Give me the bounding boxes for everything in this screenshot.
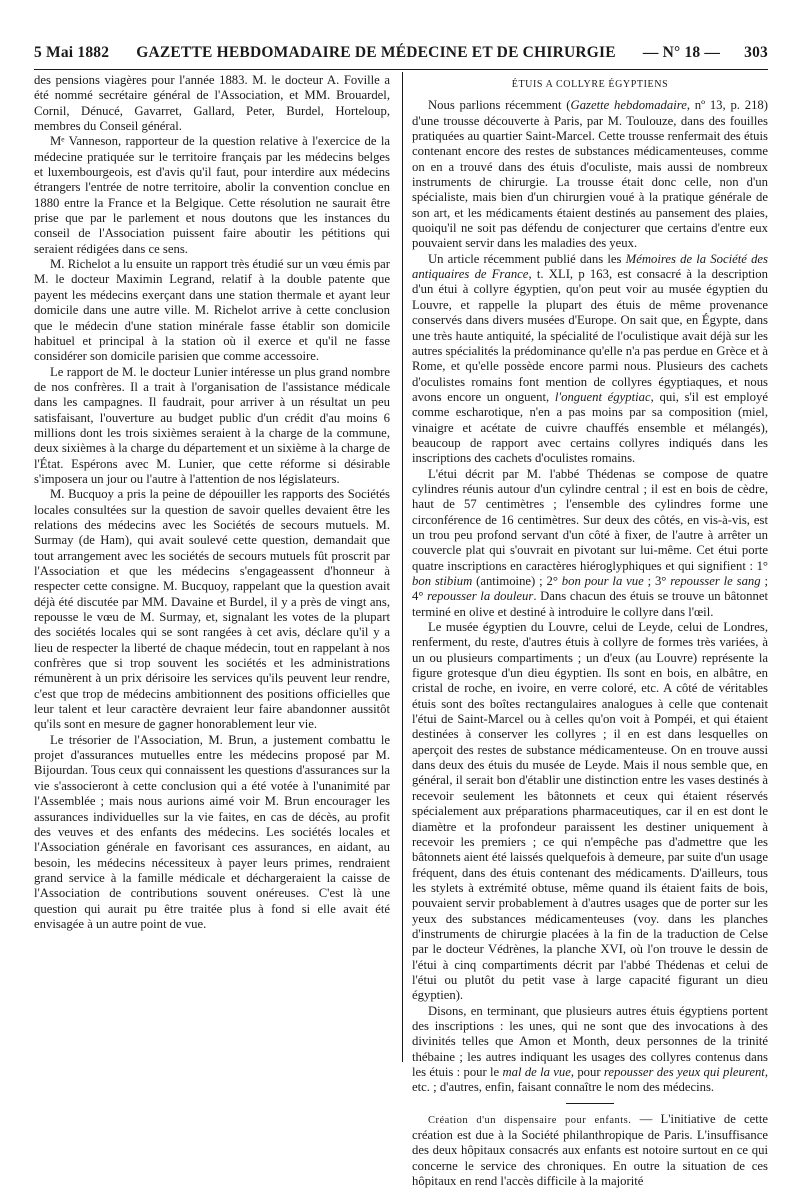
text-run: Nous parlions récemment ( [428,98,571,113]
issue-number: — N° 18 — [642,44,721,61]
header-rule [34,69,768,70]
section-title-caps: Création d'un dispensaire pour enfants. [428,1114,632,1126]
text-run: , nº 13, p. 218) d'une trousse découverte à Paris, par M. Toulouze, dans des fouilles pratiquées au quartier Saint-Marcel. Cette trousse renfermait des étuis contenant encore des restes de substances médicamenteuses, comme on en a trouvé dans des étuis d'oculiste, mais aussi de nombreux instruments de chirurgie. La trousse était donc celle, non d'un spécialiste, mais bien d'un chirurgien voué à la pratique générale de son art, et les médicaments étaient destinés au pansement des plaies, quoiqu'il ne soit pas défendu de conjecturer que certains d'entre eux pouvaient servir dans les maladies des yeux. [412,98,768,251]
right-paragraph-2 [412,252,768,467]
right-paragraph-5 [412,1004,768,1096]
column-divider [402,72,403,1062]
right-paragraph-1 [412,98,768,251]
text-run: ; 3° [643,574,671,588]
italic-term: mal de la vue [502,1065,571,1079]
right-paragraph-4: Le musée égyptien du Louvre, celui de Leyde, celui de Londres, renferment, du reste, d'autres étuis à collyre de formes très variées, à un ou plusieurs compartiments ; un d'eux (au Louvre) représente la figure grotesque d'un dieu égyptien. Ils sont en bois, en albâtre, en cristal de roche, en ivoire, en verre coloré, etc. A côté de véritables étuis sont des boîtes rectangulaires analogues à celle que contenait l'étui de Saint-Marcel ou à celles qu'on voit à Pompéi, et qui étaient destinées à conserver les collyres ; il en est dans lesquelles on aperçoit des restes de substance médicamenteuse. On en trouve aussi dans deux des étuis du musée de Leyde. Mais il nous semble que, en général, il serait bon d'établir une distinction entre les vases destinés à recevoir seulement les bâtonnets et ceux qui étaient réservés spécialement aux préparations pharmaceutiques, car il en est dont le diamètre et la profondeur paraissent les destiner uniquement à recevoir les premiers ; ce qui n'empêche pas d'admettre que les bâtonnets aient été laissés quelquefois à demeure, par suite d'un usage fréquent, dans des étuis contenant des médicaments. D'ailleurs, tous les stylets à extrémité obtuse, même quand ils étaient faits de bois, pouvaient servir probablement à d'autres usages que de porter sur les yeux des substances médicamenteuses (voy. dans les planches d'instruments de chirurgie placées à la fin de la traduction de Celse par le docteur Védrènes, la planche XVI, où l'on trouve le dessin de l'étui à cinq compartiments décrit par l'abbé Thédenas et celui de l'étui ou plutôt du petit vase à large capacité figurant un dieu égyptien). [412,620,768,1003]
italic-term: l'onguent égyptiac [554,389,651,404]
right-paragraph-3 [412,467,768,620]
text-run: , qui, s'il est employé comme escharotique, n'en a pas moins par sa composition (miel, vinaigre et acétate de cuivre chauffés ensemble et mélangés), beaucoup de rapport avec certains collyres indiqués dans les inscriptions des cachets d'oculistes romains. [412,389,768,466]
italic-term: repousser des yeux qui pleurent [603,1065,765,1079]
text-run: ; 4° [412,574,768,604]
left-paragraph-4: Le rapport de M. le docteur Lunier intéresse un plus grand nombre de nos confrères. Il a trait à l'organisation de l'assistance médicale dans les campagnes. Il faudrait, pour arriver à un résultat un peu satisfaisant, l'ouverture au budget public d'un crédit d'au moins 6 millions dont les trois sixièmes seraient à la charge de la commune, deux sixièmes à la charge du département et un sixième à la charge de l'État. Espérons avec M. Lunier, que cette réforme si désirable s'imposera un jour ou l'autre à l'attention de nos législateurs. [34,364,390,486]
page-header [34,44,768,66]
italic-term: bon stibium [412,574,473,588]
text-run: . Dans chacun des étuis se trouve un bâtonnet terminé en olive et destiné à introduire le collyre dans l'œil. [412,589,768,619]
text-run: , etc. ; d'autres, enfin, faisant connaître le nom des médecins. [412,1065,768,1095]
section-heading: ÉTUIS A COLLYRE ÉGYPTIENS [511,79,669,90]
text-run: Disons, en terminant, que plusieurs autres étuis égyptiens portent des inscriptions : les unes, qui ne sont que des invocations à des divinités telles que Amon et Month, deux personnes de la trinité thébaine ; les autres indiquant les usages des collyres contenus dans les étuis : pour le [412,1003,768,1079]
issue-date: 5 Mai 1882 [34,44,110,61]
left-paragraph-3: M. Richelot a lu ensuite un rapport très étudié sur un vœu émis par M. le docteur Maximin Legrand, relatif à la double patente que payent les médecins exerçant dans une station thermale et ayant leur domicile dans une autre ville. M. Richelot arrive à cette conclusion que le médecin d'une station minérale fasse établir son domicile habituel et principal à la station où il exerce et qu'il ne fasse considérer son domicile parisien que comme accessoire. [34,257,390,364]
italic-term: bon pour la vue [561,574,644,588]
text-run: Un article récemment publié dans les [428,251,626,266]
page-number: 303 [744,44,768,61]
left-column [34,73,390,932]
right-paragraph-6 [412,1112,768,1189]
left-paragraph-1: des pensions viagères pour l'année 1883. M. le docteur A. Foville a été nommé secrétaire général de l'Association, et MM. Brouardel, Cornil, Dénucé, Gavarret, Gallard, Peter, Burdel, Horteloup, membres du Conseil général. [34,73,390,134]
text-run: — L'initiative de cette création est due à la Société philanthropique de Paris. L'insuffisance des deux hôpitaux consacrés aux enfants est notoire surtout en ce qui concerne le service des chroniques. En outre la situation de ces hôpitaux en rend l'accès difficile à la majorité [412,1111,768,1189]
section-separator [566,1103,614,1104]
right-column [412,73,768,1189]
left-paragraph-6: Le trésorier de l'Association, M. Brun, a justement combattu le projet d'assurances mutuelles entre les médecins proposé par M. Bijourdan. Tous ceux qui connaissent les questions d'assurances sur la vie s'associeront à cette conclusion qui a été votée à l'unanimité par l'Assemblée ; mais nous aurions aimé voir M. Brun encourager les assurances individuelles sur la vie faites, en cas de décès, au profit des veuves et des enfants des médecins. Les sociétés locales et l'Association générale en favorisant ces assurances, en aidant, au besoin, les médecins nécessiteux à payer leurs primes, rendraient grand service à la famille médicale et déchargeraient la caisse de l'Association de contributions souvent onéreuses. C'est là une question qui aurait pu être traitée plus à fond si elle avait été envisagée à un autre point de vue. [34,732,390,931]
text-run: , pour [570,1065,604,1079]
journal-citation: Gazette hebdomadaire [570,98,687,113]
italic-term: repousser le sang [670,574,761,588]
left-paragraph-2: Mᵉ Vanneson, rapporteur de la question relative à l'exercice de la médecine pratiquée sur le territoire français par les médecins belges et luxembourgeois, est d'avis qu'il faut, pour interdire aux médecins étrangers l'entrée de notre territoire, abolir la convention conclue en 1880 entre la France et la Belgique. Cette résolution ne saurait être prise que par le parlement et nous doutons que les instances du conseil de l'Association puissent faire aboutir les pétitions qui seraient rédigées dans ce sens. [34,134,390,256]
text-run: (antimoine) ; 2° [472,574,562,588]
italic-term: repousser la douleur [427,589,534,604]
left-paragraph-5: M. Bucquoy a pris la peine de dépouiller les rapports des Sociétés locales consultées sur la question de savoir quelles devaient être les relations des médecins avec les Sociétés de secours mutuels. M. Surmay (de Ham), qui avait soulevé cette question, demandait que tout arrangement avec les sociétés de secours mutuels fût proscrit par l'Association et que les médecins s'engageassent d'honneur à respecter cette consigne. M. Bucquoy, rappelant que la question avait déjà été discutée par MM. Davaine et Burdel, il y a près de vingt ans, repousse le vœu de M. Surmay, et, signalant les votes de la plupart des sociétés locales qui se sont rangées à cet avis, déclare qu'il y a lieu de respecter la liberté de chaque médecin, tout en rappelant à nos confrères que si trop souvent les sociétés et les administrations rémunèrent à un prix dérisoire les services qu'ils peuvent leur rendre, c'est que trop de médecins ambitionnent des positions officielles que leur talent et leur caractère devraient leur faire abandonner aussitôt qu'ils sont en mesure de gagner honorablement leur vie. [34,487,390,732]
journal-title: GAZETTE HEBDOMADAIRE DE MÉDECINE ET DE CHIRURGIE [136,44,616,61]
text-run: L'étui décrit par M. l'abbé Thédenas se compose de quatre cylindres réunis autour d'un cylindre central ; il est en bois de cèdre, haut de 57 centimètres ; l'ensemble des cylindres forme une circonférence de 16 centimètres. Sur deux des côtés, en vis-à-vis, est un trou peu profond servant d'un côté à fixer, de l'autre à arrêter un couvercle plat qui s'ouvrait en pivotant sur lui-même. Cet étui porte quatre inscriptions en caractères hiéroglyphiques et qui signifient : 1° [412,466,768,573]
text-run: , t. XLI, p 163, est consacré à la description d'un étui à collyre égyptien, qu'on peut voir au musée égyptien du Louvre, et rappelle la plupart des étuis de même provenance conservés dans divers musées d'Europe. On sait que, en Égypte, dans une très haute antiquité, la spécialité de l'oculistique avait déjà sur les autres spécialités la prédominance qu'elle n'a pas perdue en Grèce et à Rome, et qu'elle possède encore parmi nous. Plusieurs des cachets d'oculistes romains font mention de collyres égyptiaques, et nous avons encore un onguent, [412,267,768,404]
publication-citation: Mémoires de la Société des antiquaires de France [412,251,768,282]
